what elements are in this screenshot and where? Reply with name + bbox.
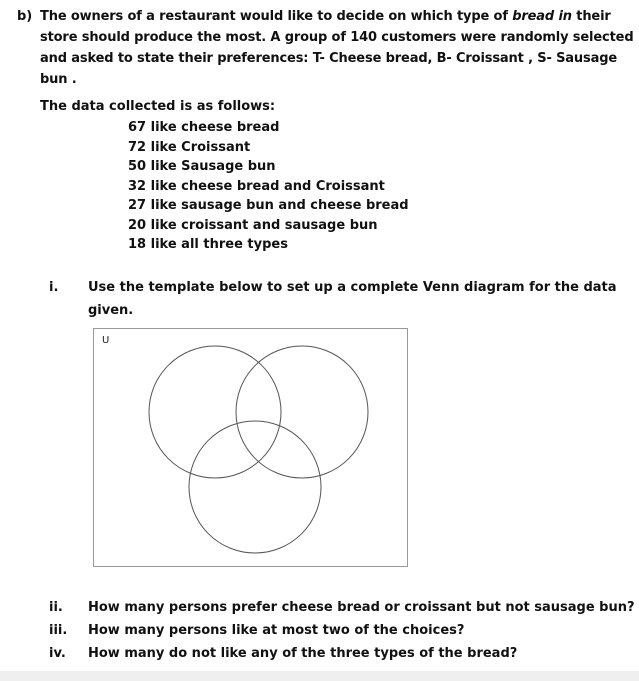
data-item-cheese: 67 like cheese bread <box>128 120 280 135</box>
venn-diagram <box>93 328 409 568</box>
subpart-ii-text: How many persons prefer cheese bread or croissant but not sausage bun? <box>88 600 635 615</box>
subpart-iii-number: iii. <box>49 623 68 638</box>
question-paragraph <box>40 6 634 90</box>
data-item-cheese-croissant: 32 like cheese bread and Croissant <box>128 178 385 194</box>
universe-label: U <box>102 335 110 346</box>
question-label: b) <box>17 9 33 24</box>
data-item-sausage-cheese: 27 like sausage bun and cheese bread <box>128 198 409 213</box>
subpart-ii-number: ii. <box>49 600 63 615</box>
subpart-iii-text: How many persons like at most two of the choices? <box>88 623 465 638</box>
subpart-i-line-2: given. <box>88 303 134 318</box>
subpart-iv-text: How many do not like any of the three types of the bread? <box>88 646 518 661</box>
data-list <box>128 118 409 255</box>
subpart-iv-number: iv. <box>49 646 66 661</box>
bottom-strip <box>0 671 639 681</box>
data-intro: The data collected is as follows: <box>40 99 276 114</box>
question-line-2: store should produce the most. A group of 140 customers were randomly selected <box>40 30 634 45</box>
question-line-4: bun . <box>40 72 77 87</box>
venn-circle-bottom <box>189 421 321 553</box>
question-line-1-start: The owners of a restaurant would like to decide on which type of <box>40 9 513 24</box>
venn-circle-right <box>236 346 368 478</box>
subpart-i-number: i. <box>49 280 59 295</box>
data-item-sausage: 50 like Sausage bun <box>128 159 276 174</box>
venn-circle-left <box>149 346 281 478</box>
question-line-1 <box>40 6 611 27</box>
data-item-all-three: 18 like all three types <box>128 237 288 252</box>
data-item-croissant-sausage: 20 like croissant and sausage bun <box>128 217 378 233</box>
question-line-1-end: their <box>571 9 611 24</box>
question-line-1-italic: bread in <box>512 9 572 24</box>
data-item-croissant: 72 like Croissant <box>128 139 251 155</box>
question-line-3: and asked to state their preferences: T- Cheese bread, B- Croissant , S- Sausage <box>40 51 618 66</box>
subpart-i-line-1: Use the template below to set up a complete Venn diagram for the data <box>88 280 617 295</box>
